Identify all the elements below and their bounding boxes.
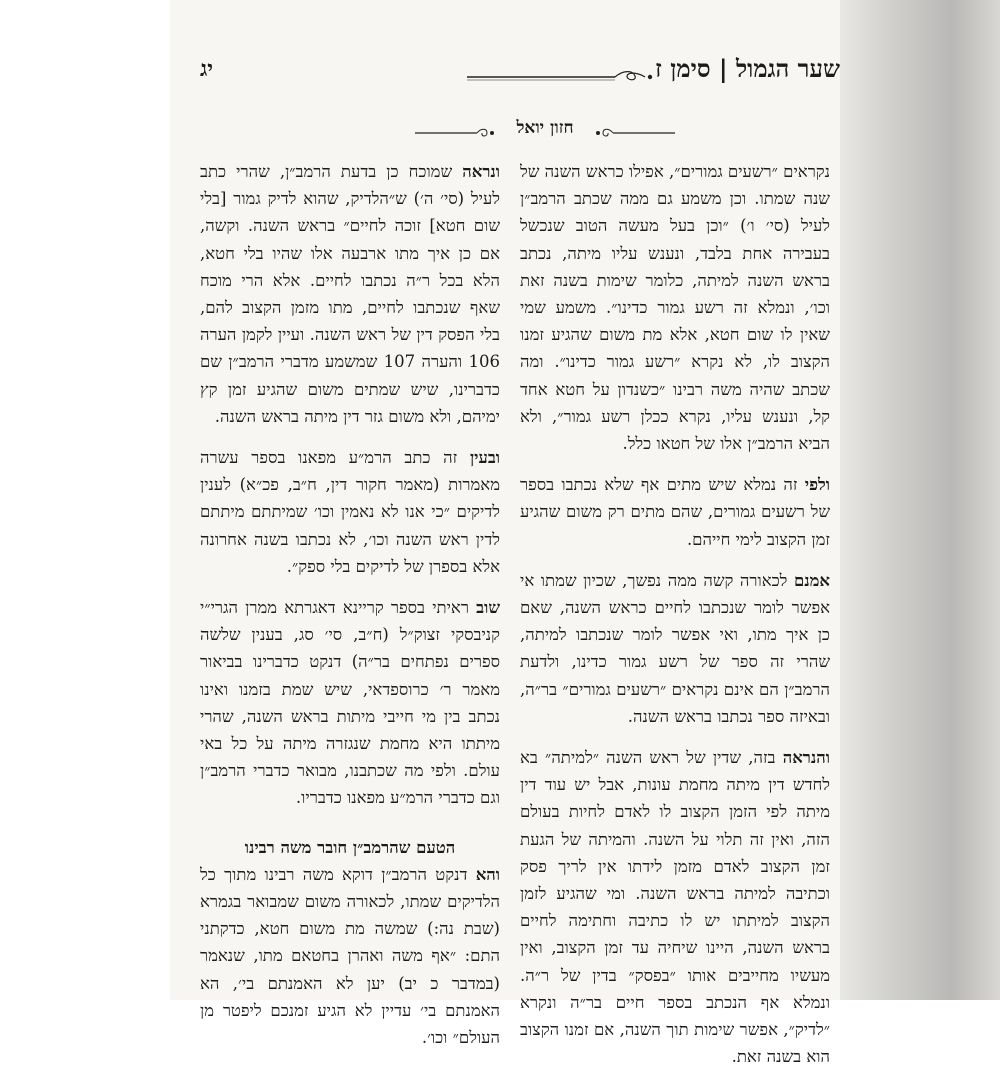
paragraph-text: בזה, שדין של ראש השנה ״למיתה״ בא לחדש דין מיתה מחמת עונות, אבל יש עוד דין מיתה לפי הזמן הקצוב לו לאדם לחיות בעולם הזה, ואין זה תלוי על השנה. והמיתה של הגעת זמן הקצוב לאדם מזמן לידתו אין לריך פסק וכתיבה למיתה בראש השנה. ומי שהגיע לזמן הקצוב למיתתו יש לו כתיבה וחתימה לחיים בראש השנה, היינו שיחיה עד זמן הקצוב, ואין מעשיו מחייבים אותו ״בפסק״ בדין של ר״ה. ונמלא אף הנכתב בספר חיים בר״ה ונקרא ״לדיק״, אפשר שימות תוך השנה, אם זמנו הקצוב הוא בשנה זאת. xyxy=(520,748,830,1067)
paragraph-text: נקראים ״רשעים גמורים״, אפילו כראש השנה של שנה שמתו. וכן משמע גם ממה שכתב הרמב״ן לעיל (סי׳ ו׳) ״וכן בעל מעשה הטוב שנכשל בעבירה אחת בלבד, ונענש עליו מיתה, נכתב בראש השנה למיתה, כלומר שימות בשנה זאת וכו׳, ונמלא זה רשע גמור כדינו״. משמע שמי שאין לו שום חטא, אלא מת משום שהגיע זמנו הקצוב לו, לא נקרא ״רשע גמור כדינו״. ומה שכתב שהיה משה רבינו ״כשנדון על חטא אחד קל, ונענש עליו, נקרא ככלן רשע גמור״, ולא הביא הרמב״ן אלו של חטאו כלל. xyxy=(520,162,830,454)
paragraph xyxy=(200,158,500,430)
paragraph-text: דנקט הרמב״ן דוקא משה רבינו מתוך כל הלדיקים שמתו, לכאורה משום שמבואר בגמרא (שבת נה:) שמשה מת משום חטא, כדקתני התם: ״אף משה ואהרן בחטאם מתו, שנאמר (במדבר כ יב) יען לא האמנתם בי׳, הא האמנתם בי׳ עדיין לא הגיע זמנכם ליפטר מן העולם״ וכו׳. xyxy=(200,864,500,1048)
paragraph xyxy=(520,158,830,457)
paragraph-lead-word: ובעין xyxy=(469,448,500,468)
paragraph-lead-word: ולפי xyxy=(804,475,830,495)
paragraph-lead-word: והנראה xyxy=(782,748,830,768)
paragraph-text: לכאורה קשה ממה נפשך, שכיון שמתו אי אפשר לומר שנכתבו לחיים כראש השנה, שאם כן איך מתו, ואי אפשר לומר שנכתבו למיתה, שהרי זה ספר של רשע גמור כדינו, ולדעת הרמב״ן הם אינם נקראים ״רשעים גמורים״ בר״ה, ובאיזה ספר נכתבו בראש השנה. xyxy=(520,570,830,726)
running-title: שער הגמול | סימן ז xyxy=(655,54,840,83)
paragraph-text: זה כתב הרמ״ע מפאנו בספר עשרה מאמרות (מאמר חקור דין, ח״ב, פכ״א) לענין לדיקים ״כי אנו לא נאמין וכו׳ שמיתתם מיתתם לדין ראש השנה וכו׳, לא נכתבו בשנה אחרונה אלא בספרן של לדיקים בלי ספק״. xyxy=(200,448,500,576)
section-title: חזון יואל xyxy=(516,118,574,138)
section-heading xyxy=(415,118,675,148)
right-text-column xyxy=(520,158,830,1085)
paragraph-text: שמוכח כן בדעת הרמב״ן, שהרי כתב לעיל (סי׳ ה׳) ש״הלדיק, שהוא לדיק גמור [בלי שום חטא] זוכה לחיים״ בראש השנה. וקשה, אם כן איך מתו ארבעה אלו שהיו בלי חטא, הלא בכל ר״ה נכתבו לחיים. אלא הרי מוכח שאף שנכתבו לחיים, מתו מזמן הקצוב להם, בלי הפסק דין של ראש השנה. ועיין לקמן הערה 106 והערה 107 שמשמע מדברי הרמב״ן שם כדברינו, שיש שמתים משום שהגיע זמן קץ ימיהם, ולא משום גזר דין מיתה בראש השנה. xyxy=(200,162,501,426)
left-ornament-icon xyxy=(415,127,495,139)
paragraph xyxy=(200,861,500,1051)
paragraph-lead-word: אמנם xyxy=(793,570,831,590)
paragraph xyxy=(520,567,830,730)
page-header xyxy=(200,52,840,92)
paragraph xyxy=(200,594,500,812)
subsection-heading: הטעם שהרמב״ן חובר משה רבינו xyxy=(244,837,456,857)
paragraph xyxy=(520,744,830,1070)
paragraph xyxy=(200,444,500,580)
left-text-column xyxy=(200,158,500,1065)
header-ornament-rule xyxy=(465,68,655,82)
page-number: יג xyxy=(200,56,214,82)
paragraph-text: ראיתי בספר קריינא דאגרתא ממרן הגרי״י קניבסקי זצוק״ל (ח״ב, סי׳ סג, בענין שלשה ספרים נפתחים בר״ה) דנקט כדברינו בביאור מאמר ר׳ כרוספדאי, שיש שמת בזמנו ואינו נכתב בין מי חייבי מיתות בראש השנה, שהרי מיתתו היא מחמת שנגזרה מיתה על כל באי עולם. ולפי מה שכתבנו, מבואר כדברי הרמב״ן וגם כדברי הרמ״ע מפאנו כדבריו. xyxy=(200,598,500,808)
book-spine-shadow xyxy=(840,0,1000,1000)
paragraph-lead-word: שוב xyxy=(476,598,500,618)
paragraph-lead-word: והא xyxy=(475,864,500,884)
paragraph-text: זה נמלא שיש מתים אף שלא נכתבו בספר של רשעים גמורים, שהם מתים רק משום שהגיע זמן הקצוב לימי חייהם. xyxy=(520,475,830,549)
paragraph-lead-word: ונראה xyxy=(462,162,501,181)
right-ornament-icon xyxy=(595,127,675,139)
paragraph xyxy=(520,471,830,553)
